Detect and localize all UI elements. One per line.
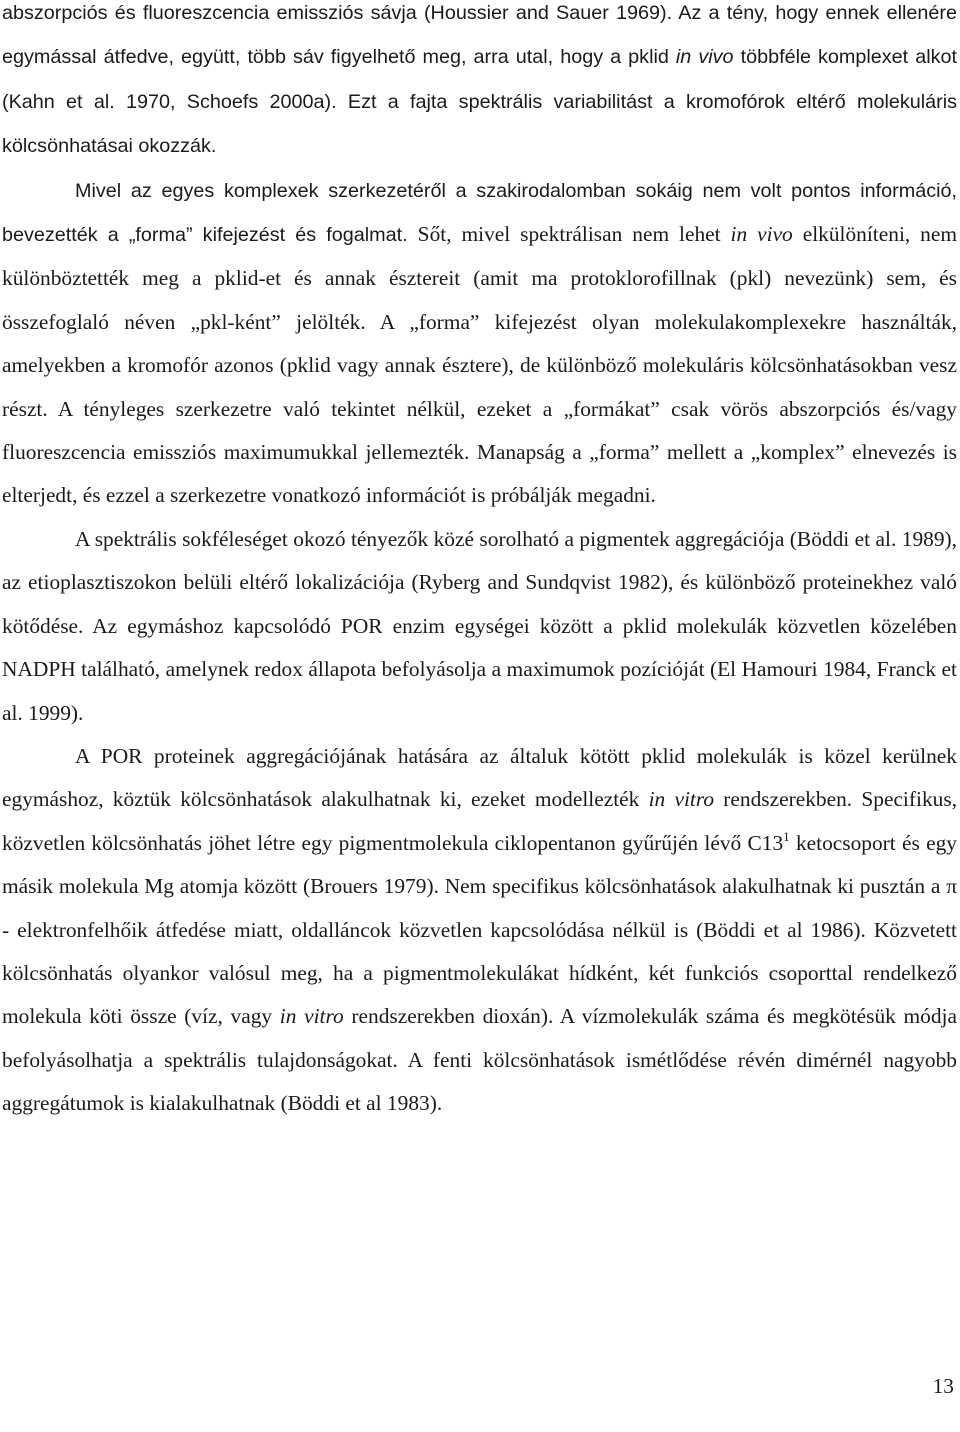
text-segment: rendszerekben. Specifikus, közvetlen kölcsönhatás jöhet létre egy pigmentmolekula ciklopentanon gyűrűjén lévő C13 <box>2 787 958 855</box>
text-segment: Mivel az egyes komplexek szerkezetéről a szakirodalomban sokáig nem volt pontos információ, bevezették a „forma” kifejezést és fogalmat. <box>2 179 957 247</box>
text-segment: in vitro <box>648 787 715 812</box>
paragraph-2 <box>2 169 957 518</box>
text-segment: ketocsoport és egy másik molekula Mg atomja között (Brouers 1979). Nem specifikus kölcsönhatások alakulhatnak ki pusztán a π - elektronfelhőik átfedése miatt, oldalláncok közvetlen kapcsolódása nélkül is (Böddi et al 1986). Közvetett kölcsönhatás olyankor valósul meg, ha a pigmentmolekulákat hídként, két funkciós csoporttal rendelkező molekula köti össze (víz, vagy <box>2 830 957 1029</box>
text-segment: 1 <box>783 828 790 844</box>
text-segment: A spektrális sokféleséget okozó tényezők közé sorolható a pigmentek aggregációja (Böddi et al. 1989), az etioplasztiszokon belüli eltérő lokalizációja (Ryberg and Sundqvist 1982), és különböző proteinekhez való kötődése. Az egymáshoz kapcsolódó POR enzim egységei között a pklid molekulák közvetlen közelében NADPH található, amelynek redox állapota befolyásolja a maximumok pozícióját (El Hamouri 1984, Franck et al. 1999). <box>2 526 957 725</box>
text-segment: többféle komplexet alkot (Kahn et al. 1970, Schoefs 2000a). <box>2 46 957 113</box>
paragraph-1 <box>2 0 957 169</box>
paragraph-3 <box>2 518 957 735</box>
text-segment: abszorpciós és fluoreszcencia emissziós sávja (Houssier and Sauer 1969). Az a tény, hogy ennek ellenére egymással átfedve, együtt, több sáv figyelhető meg, arra utal, hogy a pklid <box>2 2 957 69</box>
paragraph-4 <box>2 735 957 1126</box>
text-segment: elkülöníteni, nem különböztették meg a pklid-et és annak észtereit (amit ma protoklorofillnak (pkl) nevezünk) sem, és összefoglaló néven „pkl-ként” jelölték. A „forma” kifejezést olyan molekulakomplexekre használták, amelyekben a kromofór azonos (pklid vagy annak észtere), de különböző molekuláris kölcsönhatásokban vesz részt. A tényleges szerkezetre való tekintet nélkül, ezeket a „formákat” csak vörös abszorpciós és/vagy fluoreszcencia emissziós maximumukkal jellemezték. Manapság a „forma” mellett a „komplex” elnevezés is elterjedt, és ezzel a szerkezetre vonatkozó információt is próbálják megadni. <box>2 222 958 508</box>
page-number: 13 <box>932 1374 954 1398</box>
text-segment: in vivo <box>675 46 734 69</box>
text-segment: Sőt, mivel spektrálisan nem lehet <box>417 222 731 247</box>
text-segment: in vivo <box>730 222 793 247</box>
text-segment: in vitro <box>279 1004 344 1029</box>
text-segment: Ezt a fajta spektrális variabilitást a kromofórok eltérő molekuláris kölcsönhatásai okozzák. <box>2 90 958 158</box>
text-segment: A POR proteinek aggregációjának hatására az általuk kötött pklid molekulák is közel kerülnek egymáshoz, köztük kölcsönhatások alakulhatnak ki, ezeket modellezték <box>2 743 957 812</box>
body-text <box>2 0 957 1126</box>
text-segment: rendszerekben dioxán). A vízmolekulák száma és megkötésük módja befolyásolhatja a spektrális tulajdonságokat. A fenti kölcsönhatások ismétlődése révén dimérnél nagyobb aggregátumok is kialakulhatnak (Böddi et al 1983). <box>2 1004 957 1116</box>
